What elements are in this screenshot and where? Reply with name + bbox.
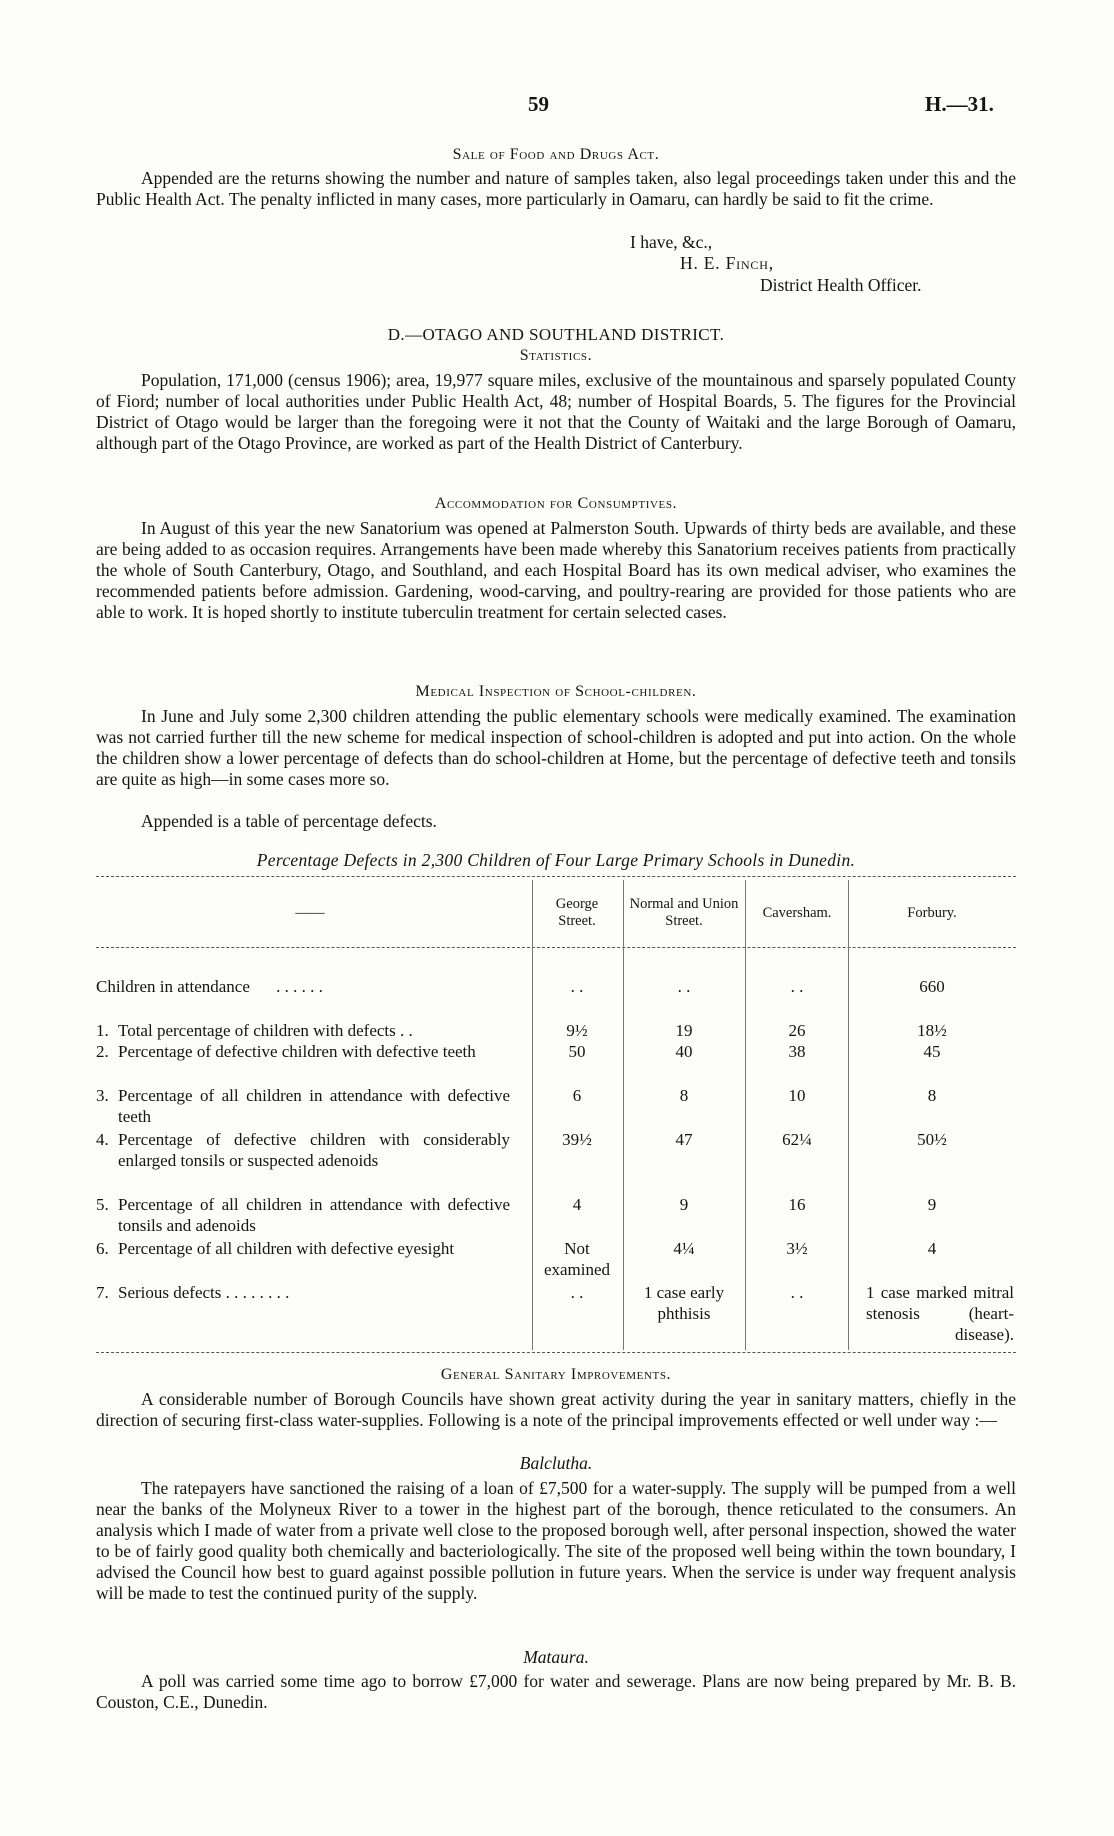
table-cell: . . <box>570 1283 584 1302</box>
table-cell: 50 <box>568 1042 586 1061</box>
section-title-sale-of-food: Sale of Food and Drugs Act. <box>452 146 660 163</box>
table-cell: 38 <box>788 1042 806 1061</box>
signature-title: District Health Officer. <box>760 275 922 295</box>
document-reference: H.—31. <box>925 92 994 116</box>
table-row-label: 2. Percentage of defective children with defective teeth <box>96 1042 476 1061</box>
inspection-paragraph: In June and July some 2,300 children attending the public elementary schools were medically examined. The examination was not carried further till the new scheme for medical inspection of school-children is adopted and put into action. On the whole the children show a lower percentage of defects than do school-children at Home, but the percentage of defective teeth and tonsils are quite as high—in some cases more so. <box>96 706 1016 789</box>
column-divider <box>623 880 624 1350</box>
column-header-george-street: George Street. <box>555 896 599 929</box>
table-row-label: 4. Percentage of defective children with considerably enlarged tonsils or suspected adenoids <box>96 1130 510 1170</box>
column-divider <box>532 880 533 1350</box>
table-row-label: 6. Percentage of all children with defective eyesight <box>96 1239 455 1258</box>
signature-name: H. E. Finch, <box>680 253 774 273</box>
table-top-rule <box>96 876 1016 877</box>
table-header-rule <box>96 947 1016 948</box>
mataura-title: Mataura. <box>523 1647 589 1667</box>
table-cell: 40 <box>675 1042 693 1061</box>
table-cell: 8 <box>679 1086 689 1105</box>
statistics-paragraph: Population, 171,000 (census 1906); area, 19,977 square miles, exclusive of the mountainous and sparsely populated County of Fiord; number of local authorities under Public Health Act, 48; number of Hospital Boards, 5. The figures for the Provincial District of Otago would be larger than the foregoing were it not that the County of Waitaki and the large Borough of Oamaru, although part of the Otago Province, are worked as part of the Health District of Canterbury. <box>96 370 1016 453</box>
table-cell: 47 <box>675 1130 693 1149</box>
column-header-normal-union: Normal and Union Street. <box>629 896 739 929</box>
table-cell: Not examined <box>543 1239 611 1279</box>
inspection-title: Medical Inspection of School-children. <box>415 683 697 700</box>
table-cell: 50½ <box>917 1130 947 1149</box>
table-cell: 8 <box>927 1086 937 1105</box>
table-cell: 4 <box>927 1239 937 1258</box>
table-row-label: 5. Percentage of all children in attendance with defective tonsils and adenoids <box>96 1195 510 1235</box>
table-cell: 1 case early phthisis <box>643 1283 725 1323</box>
table-cell: 4¼ <box>673 1239 695 1258</box>
table-cell: 9 <box>927 1195 937 1214</box>
table-row-label: 7. Serious defects . . . . . . . . <box>96 1283 290 1302</box>
district-title: D.—OTAGO AND SOUTHLAND DISTRICT. <box>387 325 725 344</box>
balclutha-title: Balclutha. <box>519 1453 593 1473</box>
table-cell: 26 <box>788 1021 806 1040</box>
attendance-george: . . <box>570 977 584 996</box>
table-cell: 16 <box>788 1195 806 1214</box>
attendance-forbury: 660 <box>919 977 945 996</box>
consumptives-title: Accommodation for Consumptives. <box>434 495 678 512</box>
page-number: 59 <box>528 92 549 116</box>
mataura-paragraph: A poll was carried some time ago to borrow £7,000 for water and sewerage. Plans are now being prepared by Mr. B. B. Couston, C.E., Dunedin. <box>96 1671 1016 1712</box>
consumptives-paragraph: In August of this year the new Sanatorium was opened at Palmerston South. Upwards of thirty beds are available, and these are being added to as occasion requires. Arrangements have been made whereby this Sanatorium receives patients from practically the whole of South Canterbury, Otago, and Southland, and each Hospital Board has its own medical adviser, who examines the recommended patients before admission. Gardening, wood-carving, and poultry-rearing are provided for those patients who are able to work. It is hoped shortly to institute tuberculin treatment for certain selected cases. <box>96 518 1016 622</box>
table-caption: Percentage Defects in 2,300 Children of Four Large Primary Schools in Dunedin. <box>256 850 856 870</box>
sanitary-title: General Sanitary Improvements. <box>440 1366 672 1383</box>
column-header-caversham: Caversham. <box>762 905 832 921</box>
table-cell: 1 case marked mitral stenosis (heart-disease). <box>866 1283 1014 1344</box>
attendance-label <box>96 976 516 997</box>
table-cell: 9 <box>679 1195 689 1214</box>
table-corner: —— <box>295 905 325 921</box>
table-cell: 19 <box>675 1021 693 1040</box>
table-cell: 62¼ <box>782 1130 812 1149</box>
table-row-label: 1. Total percentage of children with defects . . <box>96 1021 413 1040</box>
statistics-title: Statistics. <box>519 347 593 364</box>
table-cell: 10 <box>788 1086 806 1105</box>
balclutha-paragraph: The ratepayers have sanctioned the raising of a loan of £7,500 for a water-supply. The supply will be pumped from a well near the banks of the Molyneux River to a tower in the highest part of the borough, thence reticulated to the consumers. An analysis which I made of water from a private well close to the proposed borough well, after personal inspection, showed the water to be of fairly good quality both chemically and bacteriologically. The site of the proposed well being within the town boundary, I advised the Council how best to guard against possible pollution in future years. When the service is under way frequent analysis will be made to test the continued purity of the supply. <box>96 1478 1016 1603</box>
sanitary-paragraph: A considerable number of Borough Councils have shown great activity during the year in sanitary matters, chiefly in the direction of securing first-class water-supplies. Following is a note of the principal improvements effected or well under way :— <box>96 1389 1016 1430</box>
table-row-label: 3. Percentage of all children in attendance with defective teeth <box>96 1086 510 1126</box>
attendance-leader: . . . . . . <box>276 977 323 996</box>
appended-line: Appended is a table of percentage defects. <box>141 811 437 831</box>
attendance-caversham: . . <box>790 977 804 996</box>
column-header-forbury: Forbury. <box>907 905 957 921</box>
table-bottom-rule <box>96 1352 1016 1353</box>
closing-phrase: I have, &c., <box>630 232 713 252</box>
sale-paragraph: Appended are the returns showing the number and nature of samples taken, also legal proceedings taken under this and the Public Health Act. The penalty inflicted in many cases, more particularly in Oamaru, can hardly be said to fit the crime. <box>96 168 1016 209</box>
column-divider <box>848 880 849 1350</box>
table-cell: 9½ <box>566 1021 588 1040</box>
table-cell: 6 <box>572 1086 582 1105</box>
table-cell: 18½ <box>917 1021 947 1040</box>
table-cell: 45 <box>923 1042 941 1061</box>
table-cell: . . <box>790 1283 804 1302</box>
table-cell: 39½ <box>562 1130 592 1149</box>
attendance-label-text: Children in attendance <box>96 977 250 996</box>
table-cell: 3½ <box>786 1239 808 1258</box>
attendance-normal: . . <box>677 977 691 996</box>
table-cell: 4 <box>572 1195 582 1214</box>
column-divider <box>745 880 746 1350</box>
